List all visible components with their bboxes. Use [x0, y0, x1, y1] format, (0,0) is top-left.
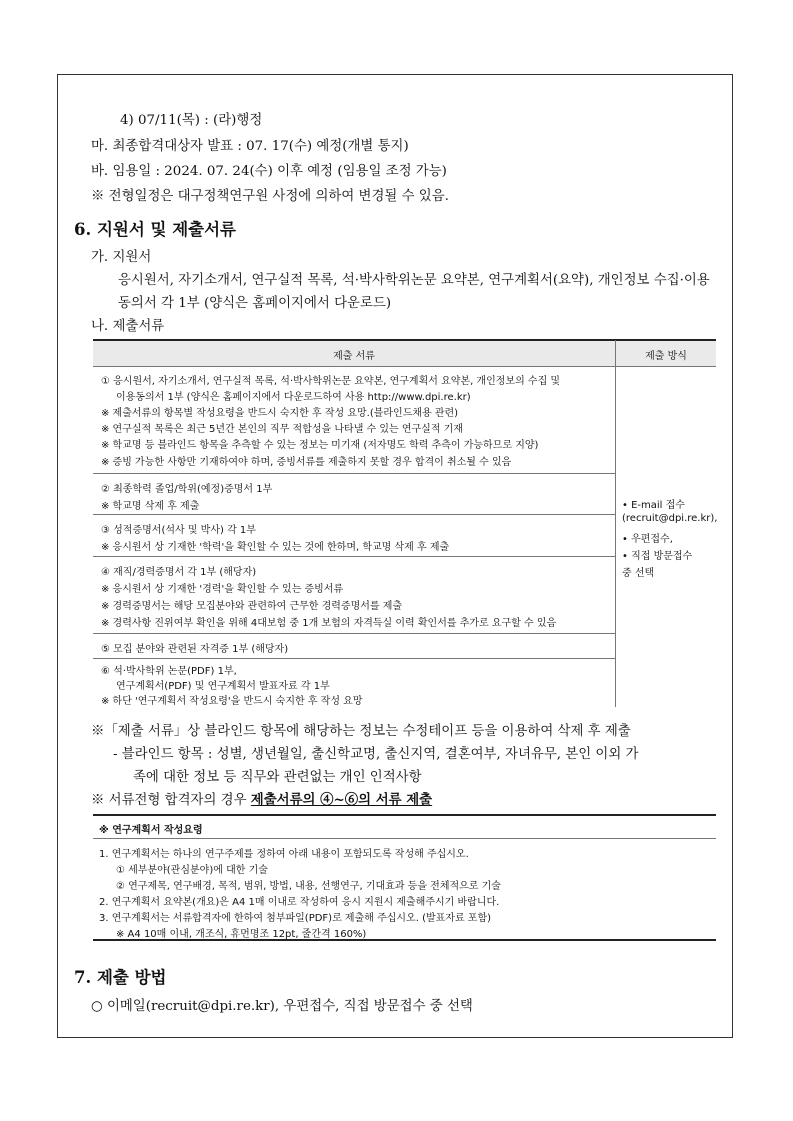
row1-line: 이용동의서 1부 (양식은 홈페이지에서 다운로드하여 사용 http://www.dpi.re.kr)	[116, 392, 471, 403]
table-row-rule	[93, 556, 615, 557]
method-line: 중 선택	[622, 568, 655, 579]
schedule-item-4: 4) 07/11(목) : (라)행정	[120, 113, 263, 128]
method-line: • E-mail 접수	[622, 500, 685, 511]
method-line: • 직접 방문접수	[622, 551, 693, 562]
schedule-note: ※ 전형일정은 대구정책연구원 사정에 의하여 변경될 수 있음.	[91, 189, 449, 204]
row5-line: ⑤ 모집 분야와 관련된 자격증 1부 (해당자)	[101, 644, 289, 655]
section6-ga-label: 가. 지원서	[91, 250, 152, 265]
blind-note-3: 족에 대한 정보 등 직무와 관련없는 개인 인적사항	[133, 770, 422, 785]
guide-line: ※ A4 10매 이내, 개조식, 휴먼명조 12pt, 줄간격 160%)	[116, 929, 367, 940]
table-header-docs: 제출 서류	[333, 351, 375, 362]
blind-note-2: - 블라인드 항목 : 성별, 생년월일, 출신학교명, 출신지역, 결혼여부, 자녀유무, 본인 이외 가	[113, 747, 639, 762]
table-column-divider	[615, 340, 616, 707]
guide-top-rule	[93, 814, 716, 816]
guide-line: 3. 연구계획서는 서류합격자에 한하여 첨부파일(PDF)로 제출해 주십시오. (발표자료 포함)	[99, 913, 492, 924]
guide-line: ① 세부분야(관심분야)에 대한 기술	[116, 865, 268, 876]
schedule-ba: 바. 임용일 : 2024. 07. 24(수) 이후 예정 (임용일 조정 가능)	[91, 164, 447, 179]
table-top-rule	[93, 339, 716, 341]
table-row-rule	[93, 473, 615, 474]
method-line: • 우편접수,	[622, 534, 673, 545]
guide-title: ※ 연구계획서 작성요령	[99, 825, 203, 836]
table-row-rule	[93, 633, 615, 634]
row1-line: ※ 증빙 가능한 사항만 기재하여야 하며, 증빙서류를 제출하지 못할 경우 합격이 취소될 수 있음	[101, 457, 512, 468]
row1-line: ① 응시원서, 자기소개서, 연구실적 목록, 석·박사학위논문 요약본, 연구계획서 요약본, 개인정보의 수집 및	[101, 376, 561, 387]
section6-na-label: 나. 제출서류	[91, 319, 165, 334]
row4-line: ④ 재직/경력증명서 각 1부 (해당자)	[101, 567, 257, 578]
row4-line: ※ 경력사항 진위여부 확인을 위해 4대보험 중 1개 보험의 자격득실 이력 확인서를 추가로 요구할 수 있음	[101, 618, 557, 629]
table-header-method: 제출 방식	[645, 351, 687, 362]
row4-line: ※ 응시원서 상 기재한 '경력'을 확인할 수 있는 증빙서류	[101, 584, 344, 595]
section6-title: 6. 지원서 및 제출서류	[74, 220, 236, 239]
row6-line: 연구계획서(PDF) 및 연구계획서 발표자료 각 1부	[116, 681, 330, 692]
pass-note-emphasis: 제출서류의 ④~⑥의 서류 제출	[250, 792, 433, 808]
row3-line: ※ 응시원서 상 기재한 '학력'을 확인할 수 있는 것에 한하며, 학교명 삭제 후 제출	[101, 542, 450, 553]
guide-line: 1. 연구계획서는 하나의 연구주제를 정하여 아래 내용이 포함되도록 작성해 주십시오.	[99, 849, 469, 860]
row1-line: ※ 연구실적 목록은 최근 5년간 본인의 직무 적합성을 나타낼 수 있는 연구실적 기재	[101, 424, 464, 435]
table-row-rule	[93, 658, 615, 659]
row2-line: ② 최종학력 졸업/학위(예정)증명서 1부	[101, 484, 273, 495]
pass-note	[91, 789, 432, 808]
pass-note-prefix: ※ 서류전형 합격자의 경우	[91, 793, 251, 808]
table-header-rule	[93, 366, 716, 367]
row6-line: ※ 하단 '연구계획서 작성요령'을 반드시 숙지한 후 작성 요망	[101, 696, 363, 707]
schedule-ma: 마. 최종합격대상자 발표 : 07. 17(수) 예정(개별 통지)	[91, 139, 409, 154]
row4-line: ※ 경력증명서는 해당 모집분야와 관련하여 근무한 경력증명서를 제출	[101, 601, 403, 612]
row6-line: ⑥ 석·박사학위 논문(PDF) 1부,	[101, 666, 237, 677]
row2-line: ※ 학교명 삭제 후 제출	[101, 501, 200, 512]
row1-line: ※ 학교명 등 블라인드 항목을 추측할 수 있는 정보는 미기재 (저자명도 학력 추측이 가능하므로 지양)	[101, 440, 539, 451]
section6-ga-line2: 동의서 각 1부 (양식은 홈페이지에서 다운로드)	[118, 296, 392, 311]
row1-line: ※ 제출서류의 항목별 작성요령을 반드시 숙지한 후 작성 요망.(블라인드채용 관련)	[101, 408, 459, 419]
section7-title: 7. 제출 방법	[74, 968, 167, 987]
section7-line: ○ 이메일(recruit@dpi.re.kr), 우편접수, 직접 방문접수 중 선택	[91, 999, 473, 1014]
row3-line: ③ 성적증명서(석사 및 박사) 각 1부	[101, 525, 256, 536]
method-line: (recruit@dpi.re.kr),	[622, 513, 718, 524]
guide-title-rule	[93, 838, 716, 839]
blind-note-1: ※「제출 서류」상 블라인드 항목에 해당하는 정보는 수정테이프 등을 이용하여 삭제 후 제출	[91, 724, 631, 739]
guide-line: ② 연구제목, 연구배경, 목적, 범위, 방법, 내용, 선행연구, 기대효과 등을 전체적으로 기술	[116, 881, 501, 892]
guide-line: 2. 연구계획서 요약본(개요)은 A4 1매 이내로 작성하여 응시 지원시 제출해주시기 바랍니다.	[99, 897, 500, 908]
table-row-rule	[93, 514, 615, 515]
section6-ga-line1: 응시원서, 자기소개서, 연구실적 목록, 석·박사학위논문 요약본, 연구계획서(요약), 개인정보 수집·이용	[118, 273, 710, 288]
